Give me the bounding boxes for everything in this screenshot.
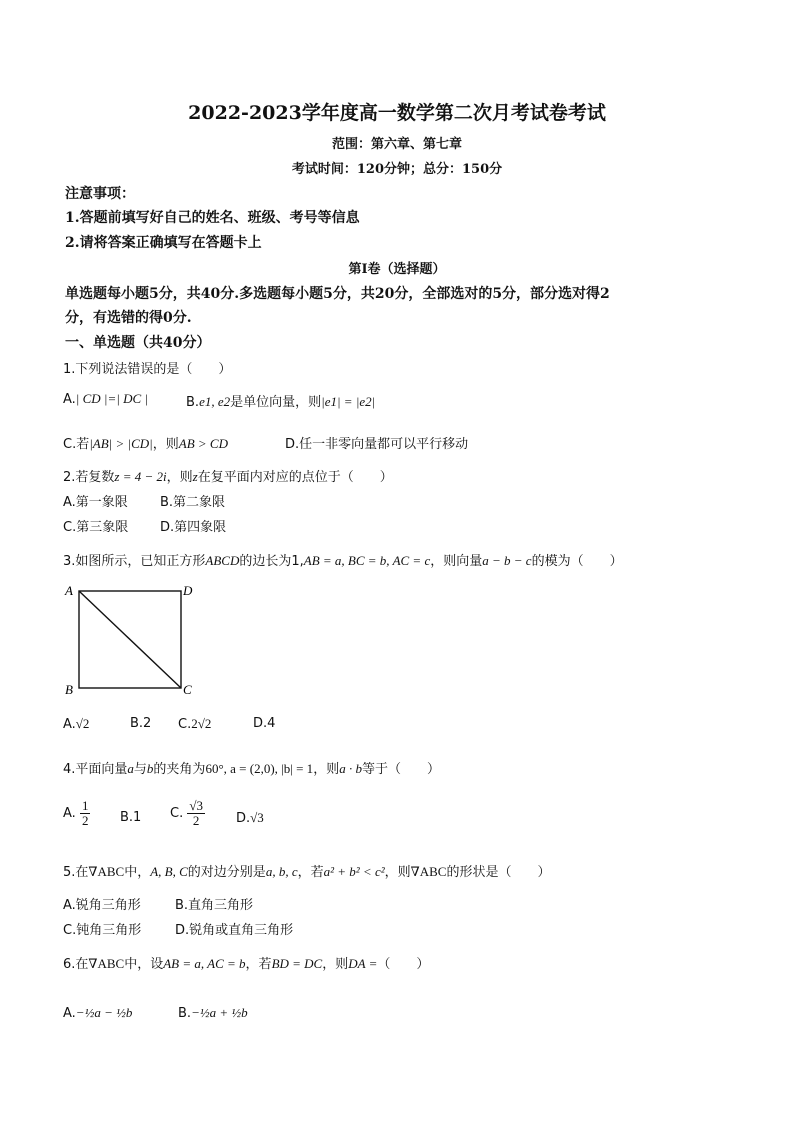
q4-stem-with: 与 — [133, 762, 147, 777]
q2-option-b: B.第二象限 — [160, 495, 226, 510]
q1-option-a-label: A. — [63, 392, 76, 407]
q4-stem-pre: 4.平面向量 — [63, 762, 128, 777]
q6-stem-expr: AB = a, AC = b — [163, 956, 246, 971]
q1-option-c-text: ，则 — [152, 437, 179, 452]
vertex-label-c: C — [183, 682, 192, 697]
q4-option-d — [236, 810, 264, 826]
vertex-label-d: D — [183, 583, 193, 598]
q2-option-a: A.第一象限 — [63, 495, 128, 510]
q4-stem-post1: ，则 — [313, 762, 340, 777]
q5-stem — [63, 861, 550, 880]
q4-option-c-fraction — [187, 799, 205, 828]
q6-stem-mid2: ，若 — [245, 957, 272, 972]
q1-option-b-label: B. — [186, 395, 200, 410]
section-title-single-choice: 一、单选题（共40分） — [65, 335, 211, 351]
q4-option-c-label: C. — [170, 806, 184, 821]
q3-stem-post2: 的模为（ ） — [531, 554, 623, 569]
q5-stem-mid1: 中， — [124, 865, 151, 880]
q5-stem-pre: 5.在 — [63, 865, 89, 880]
q3-stem — [63, 550, 623, 569]
q6-stem-triangle: ∇ABC — [88, 956, 125, 971]
notes-heading: 注意事项： — [65, 186, 135, 202]
q6-stem-mid1: 中，设 — [124, 957, 164, 972]
q5-stem-triangle: ∇ABC — [88, 864, 125, 879]
q6-option-b-label: B. — [178, 1006, 192, 1021]
q4-option-d-value: √3 — [250, 810, 264, 825]
q6-option-a-expr: −½a − ½b — [75, 1005, 133, 1020]
q5-stem-sides: a, b, c — [265, 864, 298, 879]
q2-option-d: D.第四象限 — [160, 520, 227, 535]
q3-option-d: D.4 — [253, 716, 276, 731]
notes-item-2: 2.请将答案正确填写在答题卡上 — [65, 235, 262, 251]
q5-option-d: D.锐角或直角三角形 — [175, 923, 294, 938]
notes-item-1: 1.答题前填写好自己的姓名、班级、考号等信息 — [65, 210, 360, 226]
q3-option-b: B.2 — [130, 716, 152, 731]
q2-stem-pre: 2.若复数 — [63, 470, 115, 485]
q1-option-b-expr2: |e1| = |e2| — [321, 394, 376, 409]
q1-option-a-expr: | CD |=| DC | — [75, 391, 148, 406]
q2-stem-z: z — [192, 469, 198, 484]
q6-stem-mid3: ，则 — [322, 957, 349, 972]
scoring-rule-line2: 分，有选错的得0分. — [65, 310, 192, 326]
q4-option-a — [63, 799, 90, 828]
q5-option-c: C.钝角三角形 — [63, 923, 142, 938]
q4-option-c-num: √3 — [189, 798, 203, 813]
q5-option-a: A.锐角三角形 — [63, 898, 141, 913]
q4-option-b: B.1 — [120, 810, 142, 825]
exam-scope: 范围：第六章、第七章 — [331, 137, 462, 152]
q6-stem-expr2: BD = DC — [271, 956, 323, 971]
q4-option-a-fraction — [80, 799, 91, 828]
q5-stem-mid2: 的对边分别是 — [187, 865, 266, 880]
q6-option-a-label: A. — [63, 1006, 76, 1021]
vertex-label-b: B — [65, 682, 73, 697]
q4-stem-dot: a · b — [339, 761, 362, 776]
q6-stem-post: （ ） — [377, 957, 430, 972]
q4-option-a-den: 2 — [81, 813, 89, 828]
q3-option-c-value: 2√2 — [191, 716, 212, 731]
exam-title: 2022-2023学年度高一数学第二次月考试卷考试 — [188, 102, 606, 124]
q2-stem-mid: ，则 — [166, 470, 193, 485]
q3-stem-vector-diff: a − b − c — [482, 553, 532, 568]
q3-square-figure — [60, 582, 200, 698]
diagonal-ac — [79, 591, 181, 688]
q1-option-a — [63, 391, 148, 407]
q1-option-c-expr: |AB| > |CD| — [89, 436, 153, 451]
exam-time-score: 考试时间：120分钟；总分：150分 — [291, 162, 503, 177]
scoring-rule-line1: 单选题每小题5分，共40分.多选题每小题5分，共20分，全部选对的5分，部分选对得2 — [65, 286, 610, 302]
q3-option-a-label: A. — [63, 717, 76, 732]
q2-stem-expr: z = 4 − 2i — [114, 469, 167, 484]
q5-stem-mid3: ，若 — [297, 865, 324, 880]
q1-option-b-expr: e1, e2 — [199, 394, 231, 409]
vertex-label-a: A — [65, 583, 73, 598]
q6-stem — [63, 953, 429, 972]
q2-option-c: C.第三象限 — [63, 520, 129, 535]
q5-stem-angles: A, B, C — [150, 864, 188, 879]
q1-option-c — [63, 433, 228, 452]
q6-stem-expr3: DA = — [348, 956, 378, 971]
q3-stem-pre: 3.如图所示，已知正方形 — [63, 554, 206, 569]
q4-option-c-den: 2 — [192, 813, 200, 828]
q4-stem-b: b — [146, 761, 154, 776]
q2-stem — [63, 466, 393, 485]
q4-option-a-label: A. — [63, 806, 76, 821]
q5-option-b: B.直角三角形 — [175, 898, 254, 913]
q4-stem-post2: 等于（ ） — [361, 762, 440, 777]
q1-option-c-expr2: AB > CD — [178, 436, 228, 451]
q1-stem: 1.下列说法错误的是（ ） — [63, 362, 232, 377]
q6-option-b — [178, 1005, 248, 1021]
q5-stem-mid4: ，则 — [384, 865, 411, 880]
q6-option-a — [63, 1005, 132, 1021]
q4-stem — [63, 758, 440, 777]
q3-option-c-label: C. — [178, 717, 192, 732]
q3-stem-post1: ，则向量 — [430, 554, 483, 569]
q1-option-b-text: 是单位向量，则 — [230, 395, 322, 410]
q3-option-a-value: √2 — [75, 716, 90, 731]
q4-stem-mid: 的夹角为 — [153, 762, 206, 777]
q3-stem-vectors: AB = a, BC = b, AC = c — [303, 553, 431, 568]
q4-stem-a: a — [127, 761, 134, 776]
q4-option-d-label: D. — [236, 811, 251, 826]
q4-stem-expr: 60°, a = (2,0), |b| = 1 — [205, 761, 314, 776]
q5-stem-triangle2: ∇ABC — [410, 864, 447, 879]
q1-option-b — [186, 391, 375, 410]
q1-option-d: D.任一非零向量都可以平行移动 — [285, 437, 469, 452]
q5-stem-post: 的形状是（ ） — [446, 865, 551, 880]
q3-option-c — [178, 716, 211, 732]
q1-option-c-label: C.若 — [63, 437, 90, 452]
q5-stem-inequality: a² + b² < c² — [323, 864, 385, 879]
q3-stem-mid: 的边长为1, — [239, 554, 304, 569]
q2-stem-post: 在复平面内对应的点位于（ ） — [197, 470, 393, 485]
q3-stem-abcd: ABCD — [205, 553, 240, 568]
q4-option-a-num: 1 — [81, 798, 89, 813]
q6-option-b-expr: −½a + ½b — [191, 1005, 248, 1020]
q4-option-c — [170, 799, 205, 828]
part1-title: 第I卷（选择题） — [348, 262, 446, 277]
q3-option-a — [63, 716, 89, 732]
q6-stem-pre: 6.在 — [63, 957, 89, 972]
